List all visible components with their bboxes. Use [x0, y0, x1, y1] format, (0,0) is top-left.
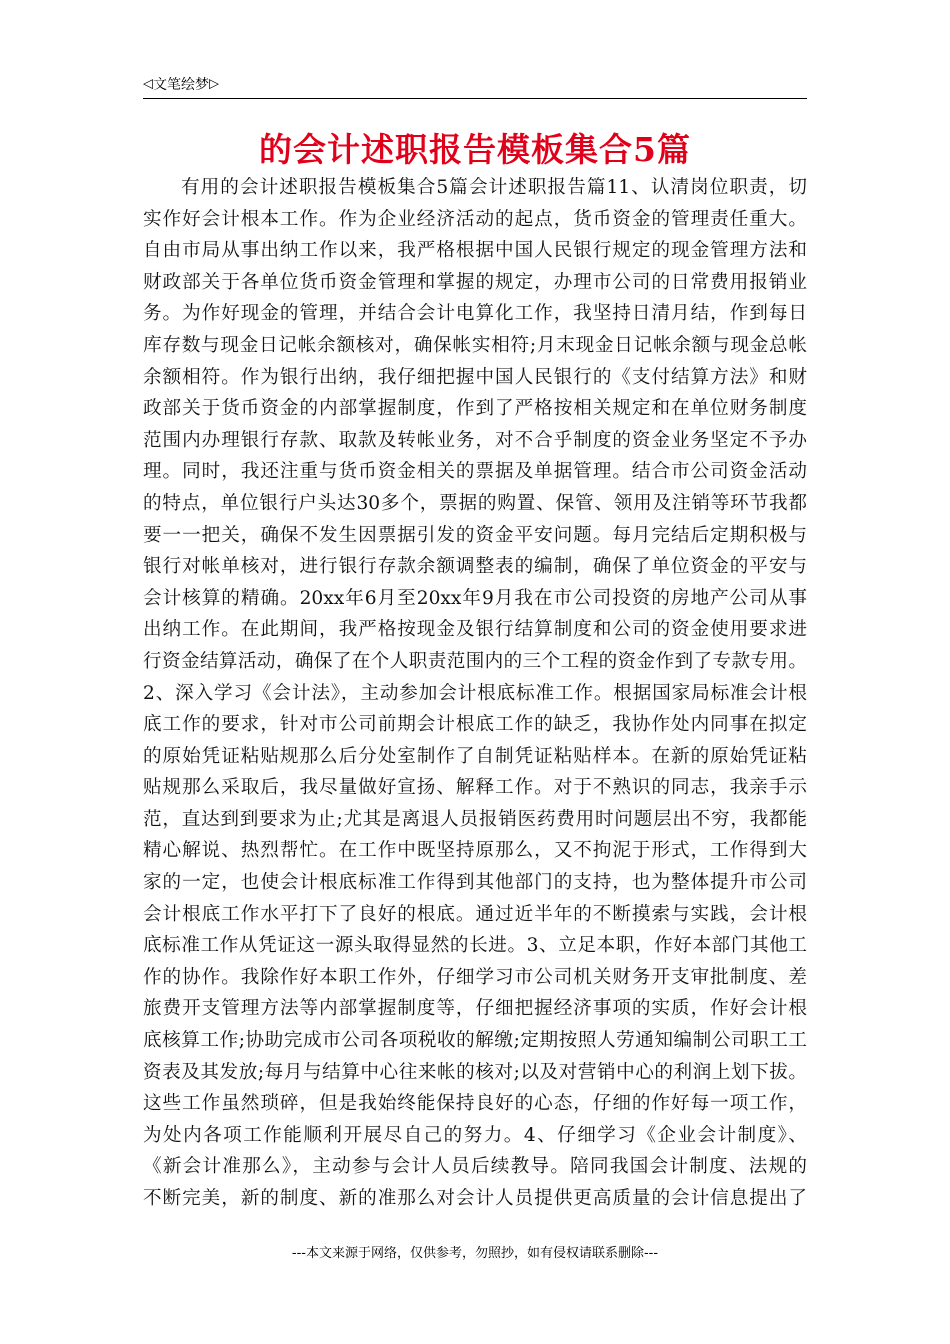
body-line: 余额相符。作为银行出纳，我仔细把握中国人民银行的《支付结算方法》和财 — [143, 366, 807, 388]
body-line: 范，直达到到要求为止;尤其是离退人员报销医药费用时问题层出不穷，我都能 — [143, 808, 807, 830]
body-line: 底核算工作;协助完成市公司各项税收的解缴;定期按照人劳通知编制公司职工工 — [143, 1030, 807, 1052]
body-line: 底标准工作从凭证这一源头取得显然的长进。3、立足本职，作好本部门其他工 — [143, 935, 807, 957]
body-line: 这些工作虽然琐碎，但是我始终能保持良好的心态，仔细的作好每一项工作， — [143, 1093, 807, 1115]
body-line: 的原始凭证粘贴规那么后分处室制作了自制凭证粘贴样本。在新的原始凭证粘 — [143, 745, 807, 767]
page-header — [143, 74, 807, 99]
body-line: 不断完美，新的制度、新的准那么对会计人员提供更高质量的会计信息提出了 — [143, 1188, 807, 1209]
body-line: 银行对帐单核对，进行银行存款余额调整表的编制，确保了单位资金的平安与 — [143, 556, 807, 578]
body-line: 政部关于货币资金的内部掌握制度，作到了严格按相关规定和在单位财务制度 — [143, 398, 807, 420]
body-line: 贴规那么采取后，我尽量做好宣扬、解释工作。对于不熟识的同志，我亲手示 — [143, 777, 807, 799]
body-line: 出纳工作。在此期间，我严格按现金及银行结算制度和公司的资金使用要求进 — [143, 619, 807, 641]
body-line: 的特点，单位银行户头达30多个，票据的购置、保管、领用及注销等环节我都 — [143, 492, 807, 514]
document-title: 的会计述职报告模板集合5篇 — [259, 130, 691, 169]
body-line: 实作好会计根本工作。作为企业经济活动的起点，货币资金的管理责任重大。 — [143, 208, 807, 230]
header-brand: 文笔绘梦 — [153, 77, 209, 93]
body-line: 会计根底工作水平打下了良好的根底。通过近半年的不断摸索与实践，会计根 — [143, 903, 807, 925]
body-line: 精心解说、热烈帮忙。在工作中既坚持原那么，又不拘泥于形式，工作得到大 — [143, 840, 807, 862]
body-line: 要一一把关，确保不发生因票据引发的资金平安问题。每月完结后定期积极与 — [143, 524, 807, 546]
body-line: 行资金结算活动，确保了在个人职责范围内的三个工程的资金作到了专款专用。 — [143, 650, 807, 672]
body-line: 为处内各项工作能顺利开展尽自己的努力。4、仔细学习《企业会计制度》、 — [143, 1124, 807, 1146]
body-line: 作的协作。我除作好本职工作外，仔细学习市公司机关财务开支审批制度、差 — [143, 966, 807, 988]
body-line: 有用的会计述职报告模板集合5篇会计述职报告篇11、认清岗位职责，切 — [181, 177, 807, 198]
body-line: 资表及其发放;每月与结算中心往来帐的核对;以及对营销中心的利润上划下拔。 — [143, 1061, 807, 1083]
page-footer: ---本文来源于网络，仅供参考，勿照抄，如有侵权请联系删除--- — [291, 1246, 659, 1261]
body-line: 务。为作好现金的管理，并结合会计电算化工作，我坚持日清月结，作到每日 — [143, 303, 807, 325]
right-triangle-icon: ▷ — [209, 76, 219, 92]
body-line: 范围内办理银行存款、取款及转帐业务，对不合乎制度的资金业务坚定不予办 — [143, 429, 807, 451]
body-line: 2、深入学习《会计法》，主动参加会计根底标准工作。根据国家局标准会计根 — [143, 682, 807, 704]
body-line: 库存数与现金日记帐余额核对，确保帐实相符;月末现金日记帐余额与现金总帐 — [143, 334, 807, 356]
body-line: 财政部关于各单位货币资金管理和掌握的规定，办理市公司的日常费用报销业 — [143, 271, 807, 293]
body-line: 自由市局从事出纳工作以来，我严格根据中国人民银行规定的现金管理方法和 — [143, 240, 807, 262]
body-line: 《新会计准那么》，主动参与会计人员后续教导。陪同我国会计制度、法规的 — [143, 1156, 807, 1178]
body-line: 底工作的要求，针对市公司前期会计根底工作的缺乏，我协作处内同事在拟定 — [143, 714, 807, 736]
body-line: 会计核算的精确。20xx年6月至20xx年9月我在市公司投资的房地产公司从事 — [143, 587, 807, 609]
body-line: 家的一定，也使会计根底标准工作得到其他部门的支持，也为整体提升市公司 — [143, 872, 807, 894]
body-line: 旅费开支管理方法等内部掌握制度等，仔细把握经济事项的实质，作好会计根 — [143, 998, 807, 1020]
left-triangle-icon: ◁ — [143, 76, 153, 92]
document-body — [143, 172, 807, 1215]
body-line: 理。同时，我还注重与货币资金相关的票据及单据管理。结合市公司资金活动 — [143, 461, 807, 483]
